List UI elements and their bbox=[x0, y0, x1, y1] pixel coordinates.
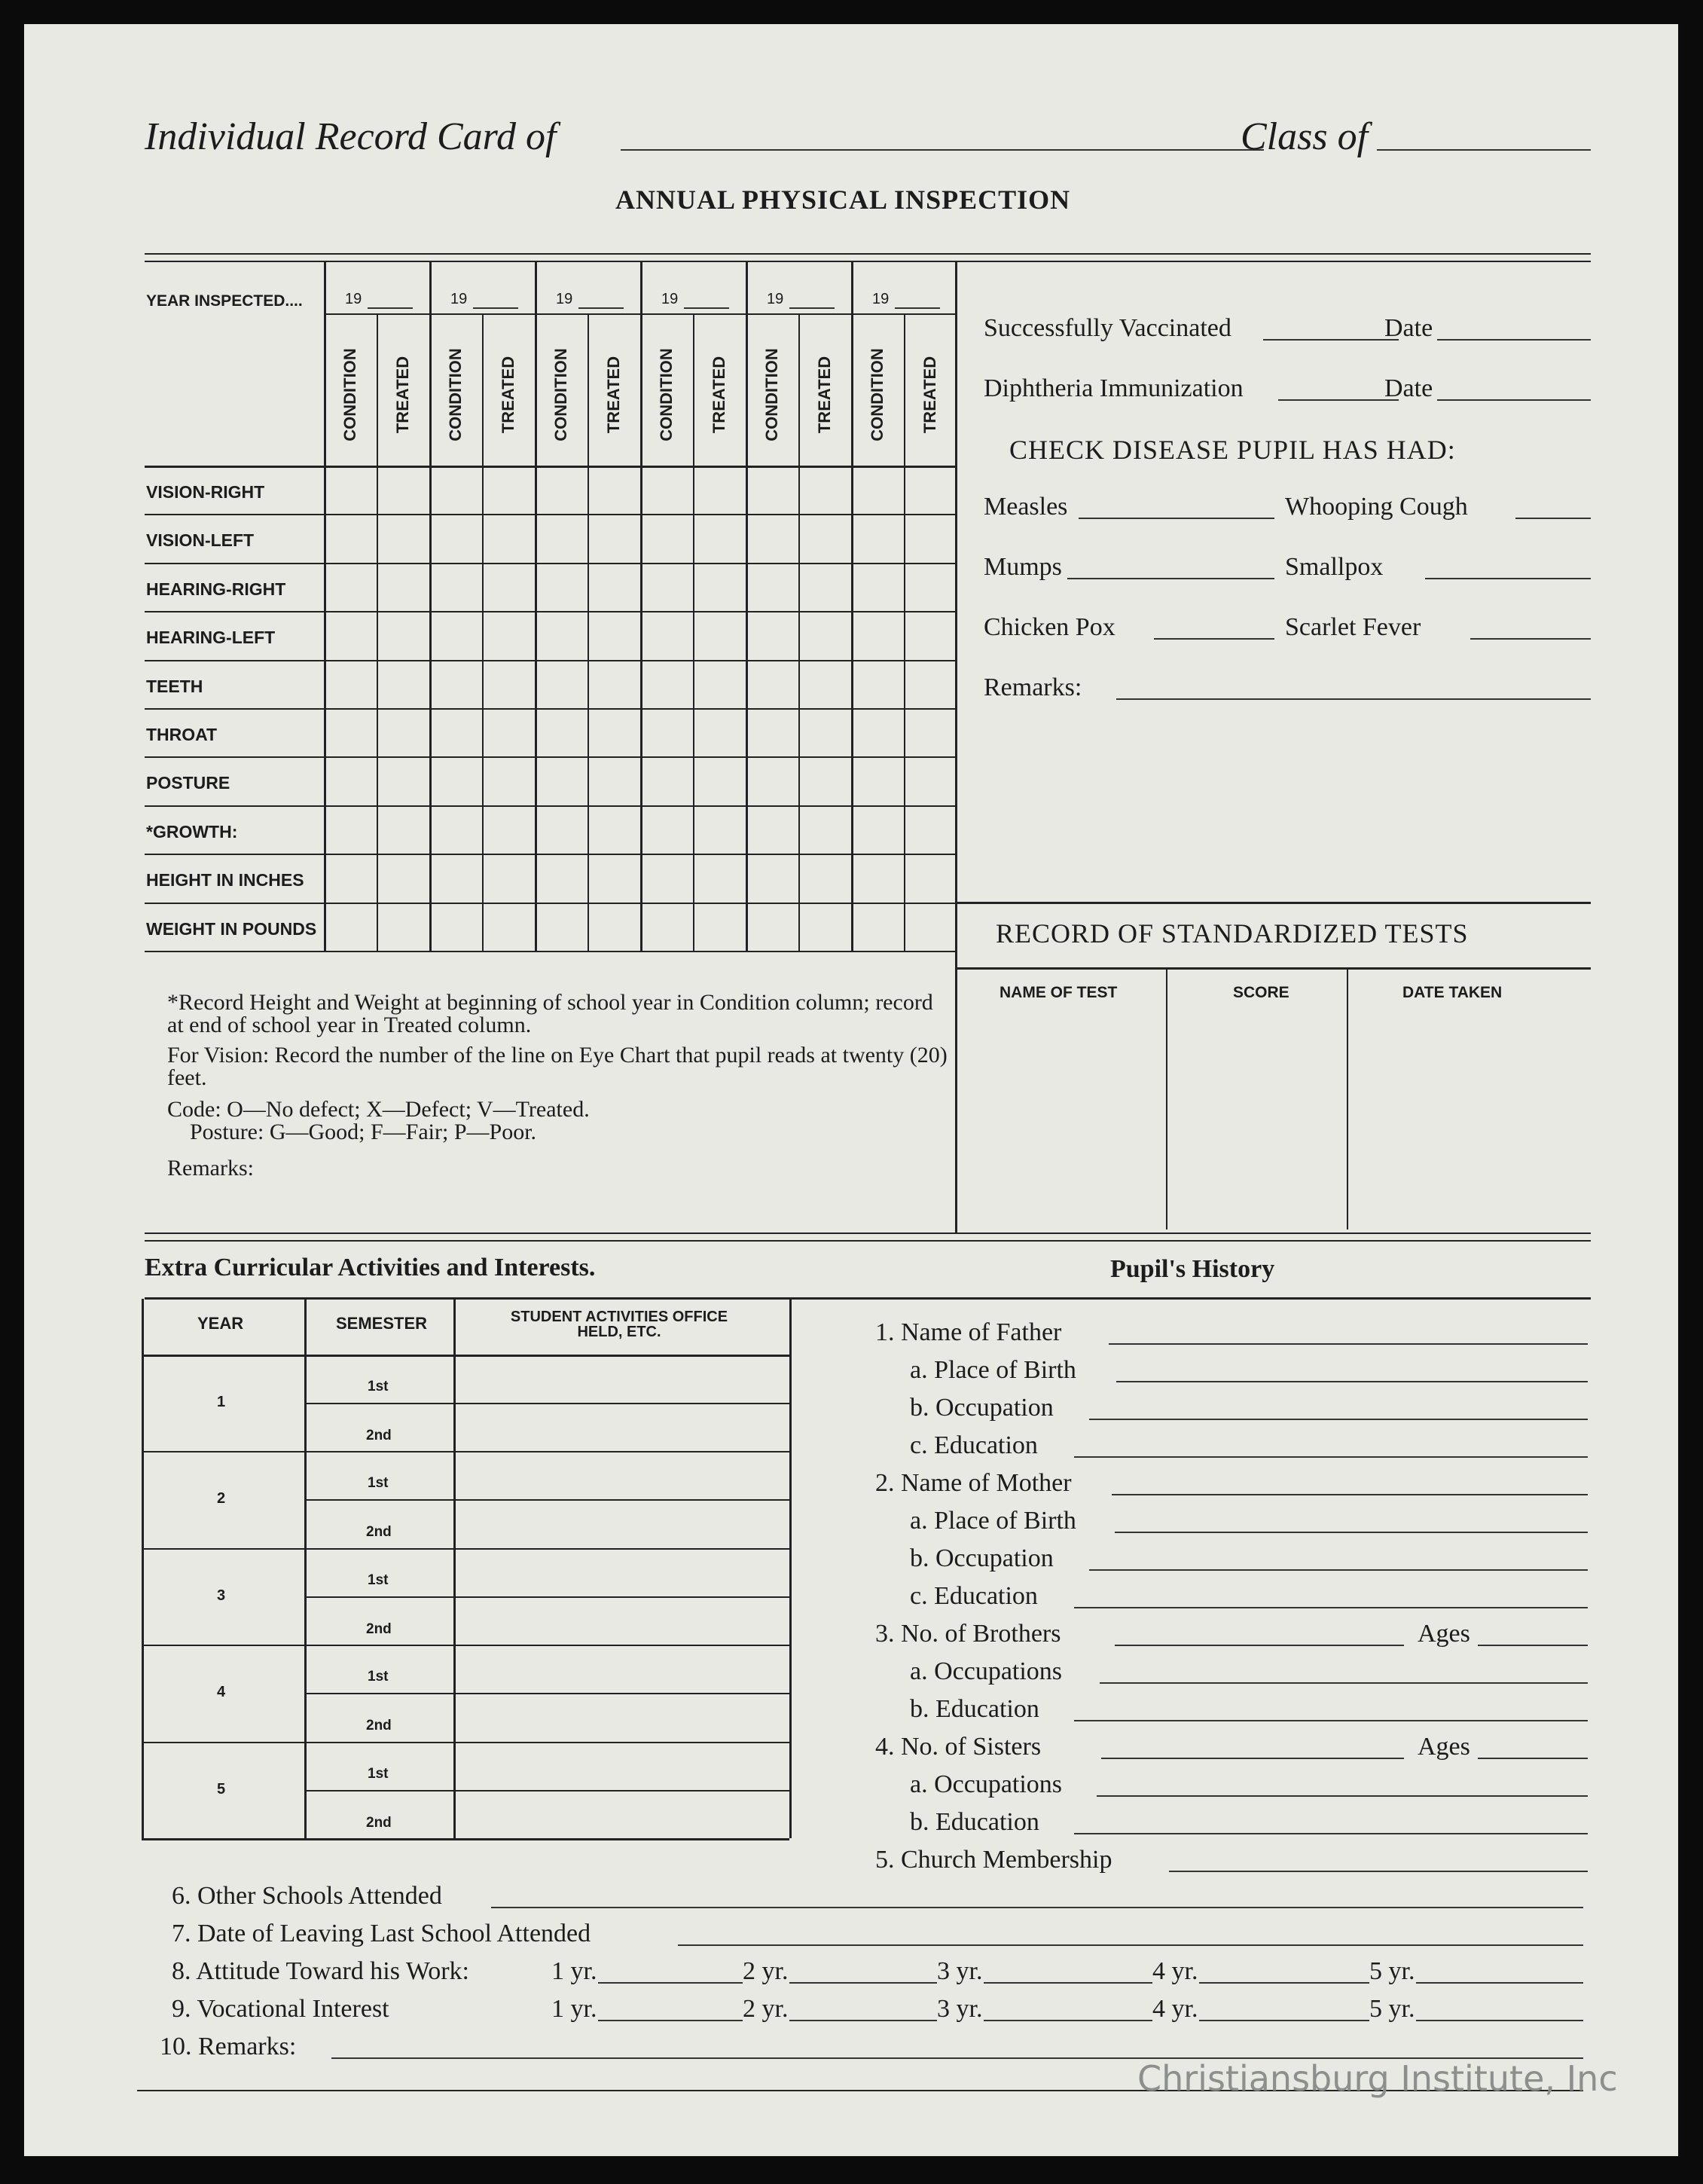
disease-line bbox=[1470, 638, 1591, 640]
grid-vline bbox=[640, 262, 642, 951]
activities-hline bbox=[304, 1790, 789, 1791]
year-2-label: 2 yr. bbox=[743, 1957, 789, 1985]
brothers-ages-label: Ages bbox=[1418, 1620, 1470, 1648]
inspection-row-label: THROAT bbox=[146, 725, 218, 744]
activity-year: 2 bbox=[217, 1490, 226, 1507]
year-line bbox=[578, 307, 624, 309]
tests-col-name: NAME OF TEST bbox=[1000, 984, 1118, 1001]
grid-vline bbox=[429, 262, 432, 951]
diphtheria-line bbox=[1278, 399, 1399, 401]
disease-smallpox-label: Smallpox bbox=[1285, 553, 1384, 581]
semester-second: 2nd bbox=[366, 1428, 392, 1443]
history-line bbox=[1115, 1645, 1404, 1646]
col-treated bbox=[810, 319, 840, 470]
inspection-row-label: HEARING-LEFT bbox=[146, 628, 276, 648]
history-line bbox=[1074, 1456, 1588, 1458]
year-line bbox=[1416, 2020, 1583, 2021]
year-prefix: 19 bbox=[661, 291, 679, 307]
vaccinated-line bbox=[1263, 339, 1399, 341]
sisters-ages-line bbox=[1478, 1758, 1588, 1759]
inspection-row-label: TEETH bbox=[146, 676, 203, 696]
history-item: b. Occupation bbox=[910, 1544, 1054, 1572]
activities-hline bbox=[142, 1838, 789, 1840]
header-rule bbox=[145, 261, 1591, 262]
year-prefix: 19 bbox=[556, 291, 573, 307]
class-year-line bbox=[1377, 149, 1591, 151]
activities-hline bbox=[142, 1451, 789, 1452]
grid-vline bbox=[746, 262, 748, 951]
year-line bbox=[895, 307, 940, 309]
activities-col-activities: STUDENT ACTIVITIES OFFICE HELD, ETC. bbox=[510, 1309, 728, 1340]
health-remarks-label: Remarks: bbox=[984, 674, 1082, 701]
year-4-label: 4 yr. bbox=[1152, 1957, 1198, 1985]
history-line bbox=[1100, 1682, 1588, 1684]
activity-year: 1 bbox=[217, 1394, 226, 1410]
col-treated bbox=[493, 319, 523, 470]
inspection-row-label: WEIGHT IN POUNDS bbox=[146, 918, 317, 939]
year-line bbox=[789, 307, 835, 309]
col-condition-label: CONDITION bbox=[657, 348, 676, 441]
inspection-row-label: POSTURE bbox=[146, 773, 230, 793]
year-line bbox=[789, 1982, 937, 1984]
semester-second: 2nd bbox=[366, 1524, 392, 1541]
year-line bbox=[984, 1982, 1152, 1984]
history-item: b. Occupation bbox=[910, 1394, 1054, 1422]
year-3-label: 3 yr. bbox=[937, 1995, 983, 2023]
watermark: Christiansburg Institute, Inc bbox=[1137, 2058, 1618, 2099]
disease-scarlet-fever-label: Scarlet Fever bbox=[1285, 613, 1421, 641]
note-growth: *Record Height and Weight at beginning of school year in Condition column; record at end of school year in Treated column. bbox=[167, 990, 933, 1037]
col-treated-label: TREATED bbox=[815, 356, 834, 434]
header-rule bbox=[145, 253, 1591, 255]
history-item: b. Education bbox=[910, 1695, 1039, 1723]
col-condition-label: CONDITION bbox=[868, 348, 887, 441]
year-prefix: 19 bbox=[767, 291, 784, 307]
activities-vline bbox=[789, 1299, 792, 1838]
section-rule bbox=[145, 1240, 1591, 1242]
disease-whooping-cough-label: Whooping Cough bbox=[1285, 493, 1468, 521]
bottom-remarks-label: 10. Remarks: bbox=[160, 2033, 297, 2060]
semester-first: 1st bbox=[368, 1669, 389, 1685]
date-leaving-line bbox=[678, 1944, 1583, 1946]
year-line bbox=[684, 307, 729, 309]
health-remarks-line bbox=[1116, 698, 1591, 700]
activity-year: 5 bbox=[217, 1780, 226, 1798]
year-line bbox=[1199, 1982, 1369, 1984]
activities-vline bbox=[304, 1299, 307, 1838]
activities-col-year: YEAR bbox=[197, 1314, 244, 1333]
year-1-label: 1 yr. bbox=[551, 1957, 597, 1985]
history-line bbox=[1101, 1758, 1404, 1759]
col-condition bbox=[546, 319, 576, 470]
class-label: Class of bbox=[1241, 115, 1369, 158]
history-item: a. Occupations bbox=[910, 1770, 1063, 1798]
disease-line bbox=[1079, 518, 1274, 519]
activities-vline bbox=[453, 1299, 456, 1838]
semester-first: 1st bbox=[368, 1765, 389, 1782]
semester-second: 2nd bbox=[366, 1620, 392, 1637]
diphtheria-date-line bbox=[1437, 399, 1591, 401]
date-leaving-label: 7. Date of Leaving Last School Attended bbox=[172, 1920, 591, 1947]
history-item: a. Place of Birth bbox=[910, 1507, 1076, 1535]
inspection-row-label: *GROWTH: bbox=[146, 821, 238, 842]
history-item: c. Education bbox=[910, 1582, 1038, 1610]
history-line bbox=[1169, 1871, 1588, 1872]
activity-year: 3 bbox=[217, 1587, 226, 1604]
col-treated bbox=[915, 319, 945, 470]
grid-hline bbox=[145, 805, 955, 807]
history-item: b. Education bbox=[910, 1808, 1039, 1836]
check-disease-heading: CHECK DISEASE PUPIL HAS HAD: bbox=[1009, 435, 1456, 465]
activities-hline bbox=[142, 1548, 789, 1550]
activities-vline bbox=[142, 1299, 144, 1838]
disease-chicken-pox-label: Chicken Pox bbox=[984, 613, 1115, 641]
activities-hline bbox=[304, 1596, 789, 1598]
history-line bbox=[1097, 1795, 1588, 1797]
section-rule bbox=[145, 1297, 1591, 1300]
col-treated-label: TREATED bbox=[920, 356, 939, 434]
card-title: Individual Record Card of bbox=[145, 115, 557, 158]
grid-hline bbox=[145, 514, 955, 515]
year-4-label: 4 yr. bbox=[1152, 1995, 1198, 2023]
history-heading: Pupil's History bbox=[1110, 1255, 1275, 1283]
tests-col-score: SCORE bbox=[1233, 984, 1289, 1001]
section-rule bbox=[145, 1233, 1591, 1234]
inspection-row-label: HEARING-RIGHT bbox=[146, 579, 286, 599]
vocational-label: 9. Vocational Interest bbox=[172, 1995, 389, 2023]
semester-first: 1st bbox=[368, 1379, 389, 1394]
tests-vline bbox=[1347, 969, 1348, 1229]
year-line bbox=[1199, 2020, 1369, 2021]
grid-vline bbox=[955, 262, 957, 1234]
disease-line bbox=[1154, 638, 1274, 640]
vaccinated-label: Successfully Vaccinated bbox=[984, 314, 1231, 342]
col-condition-label: CONDITION bbox=[762, 348, 781, 441]
inspection-row-label: HEIGHT IN INCHES bbox=[146, 870, 304, 890]
year-prefix: 19 bbox=[450, 291, 468, 307]
note-code: Code: O—No defect; X—Defect; V—Treated. bbox=[167, 1097, 590, 1122]
grid-hline bbox=[145, 660, 955, 661]
inspection-row-label: VISION-RIGHT bbox=[146, 482, 265, 502]
year-line bbox=[598, 1982, 743, 1984]
vaccinated-date-line bbox=[1437, 339, 1591, 341]
grid-hline bbox=[145, 611, 955, 612]
note-vision: For Vision: Record the number of the line on Eye Chart that pupil reads at twenty (20) feet. bbox=[167, 1043, 948, 1090]
attitude-label: 8. Attitude Toward his Work: bbox=[172, 1957, 470, 1985]
col-treated-label: TREATED bbox=[604, 356, 623, 434]
history-line bbox=[1115, 1532, 1588, 1533]
col-condition-label: CONDITION bbox=[551, 348, 570, 441]
vaccinated-date-label: Date bbox=[1384, 314, 1433, 342]
year-prefix: 19 bbox=[345, 291, 362, 307]
grid-hline bbox=[145, 563, 955, 564]
grid-vline bbox=[324, 262, 326, 951]
year-prefix: 19 bbox=[872, 291, 890, 307]
disease-measles-label: Measles bbox=[984, 493, 1068, 521]
year-line bbox=[984, 2020, 1152, 2021]
history-line bbox=[1089, 1419, 1588, 1420]
grid-vline bbox=[535, 262, 537, 951]
semester-first: 1st bbox=[368, 1572, 389, 1588]
history-line bbox=[1074, 1720, 1588, 1721]
brothers-ages-line bbox=[1478, 1645, 1588, 1646]
activities-hline bbox=[304, 1403, 789, 1404]
tests-col-date: DATE TAKEN bbox=[1402, 984, 1503, 1001]
grid-hline bbox=[145, 756, 955, 758]
sisters-ages-label: Ages bbox=[1418, 1733, 1470, 1761]
col-treated-label: TREATED bbox=[710, 356, 728, 434]
tests-rule bbox=[955, 967, 1591, 970]
activities-hline bbox=[304, 1693, 789, 1694]
tests-vline bbox=[1166, 969, 1167, 1229]
tests-rule bbox=[955, 902, 1591, 904]
year-5-label: 5 yr. bbox=[1369, 1957, 1415, 1985]
disease-line bbox=[1425, 578, 1591, 579]
grid-hline bbox=[145, 903, 955, 904]
col-treated bbox=[388, 319, 418, 470]
year-1-label: 1 yr. bbox=[551, 1995, 597, 2023]
grid-hline bbox=[324, 313, 955, 315]
col-condition bbox=[335, 319, 365, 470]
col-treated bbox=[599, 319, 629, 470]
year-inspected-label: YEAR INSPECTED.... bbox=[146, 292, 303, 310]
history-item: 5. Church Membership bbox=[875, 1846, 1112, 1874]
activity-year: 4 bbox=[217, 1684, 226, 1701]
history-item: 3. No. of Brothers bbox=[875, 1620, 1061, 1648]
year-5-label: 5 yr. bbox=[1369, 1995, 1415, 2023]
year-line bbox=[368, 307, 413, 309]
col-condition bbox=[757, 319, 787, 470]
col-treated-label: TREATED bbox=[499, 356, 517, 434]
year-2-label: 2 yr. bbox=[743, 1995, 789, 2023]
semester-second: 2nd bbox=[366, 1718, 392, 1734]
semester-first: 1st bbox=[368, 1475, 389, 1492]
disease-line bbox=[1067, 578, 1274, 579]
grid-hline bbox=[145, 708, 955, 710]
history-line bbox=[1116, 1381, 1588, 1382]
year-line bbox=[1416, 1982, 1583, 1984]
grid-hline bbox=[145, 466, 955, 468]
history-item: c. Education bbox=[910, 1431, 1038, 1459]
other-schools-label: 6. Other Schools Attended bbox=[172, 1882, 442, 1910]
activities-hline bbox=[142, 1742, 789, 1743]
semester-second: 2nd bbox=[366, 1814, 392, 1831]
col-treated bbox=[704, 319, 734, 470]
history-item: 2. Name of Mother bbox=[875, 1469, 1072, 1497]
diphtheria-date-label: Date bbox=[1384, 374, 1433, 402]
col-condition bbox=[441, 319, 471, 470]
grid-hline bbox=[145, 854, 955, 855]
history-line bbox=[1074, 1833, 1588, 1834]
history-line bbox=[1109, 1343, 1588, 1345]
activities-hline bbox=[304, 1499, 789, 1501]
disease-mumps-label: Mumps bbox=[984, 553, 1062, 581]
activities-hline bbox=[142, 1645, 789, 1646]
inspection-remarks: Remarks: bbox=[167, 1156, 254, 1181]
activities-col-semester: SEMESTER bbox=[336, 1314, 428, 1333]
col-condition-label: CONDITION bbox=[446, 348, 465, 441]
year-line bbox=[789, 2020, 937, 2021]
tests-heading: RECORD OF STANDARDIZED TESTS bbox=[996, 918, 1469, 948]
section-title: ANNUAL PHYSICAL INSPECTION bbox=[615, 185, 1071, 215]
year-3-label: 3 yr. bbox=[937, 1957, 983, 1985]
activities-heading: Extra Curricular Activities and Interests. bbox=[145, 1254, 596, 1281]
year-line bbox=[598, 2020, 743, 2021]
col-condition bbox=[862, 319, 893, 470]
col-condition bbox=[652, 319, 682, 470]
history-item: 4. No. of Sisters bbox=[875, 1733, 1042, 1761]
grid-hline bbox=[145, 951, 955, 952]
history-item: 1. Name of Father bbox=[875, 1318, 1062, 1346]
year-line bbox=[473, 307, 518, 309]
history-line bbox=[1112, 1494, 1588, 1495]
inspection-row-label: VISION-LEFT bbox=[146, 530, 255, 551]
history-line bbox=[1089, 1569, 1588, 1571]
col-condition-label: CONDITION bbox=[340, 348, 359, 441]
diphtheria-label: Diphtheria Immunization bbox=[984, 374, 1244, 402]
other-schools-line bbox=[491, 1907, 1583, 1908]
history-item: a. Place of Birth bbox=[910, 1356, 1076, 1384]
col-treated-label: TREATED bbox=[393, 356, 412, 434]
record-card bbox=[24, 24, 1678, 2156]
history-item: a. Occupations bbox=[910, 1657, 1063, 1685]
student-name-line bbox=[621, 149, 1264, 151]
disease-line bbox=[1515, 518, 1591, 519]
activities-hline bbox=[142, 1355, 789, 1357]
history-line bbox=[1074, 1607, 1588, 1608]
note-posture: Posture: G—Good; F—Fair; P—Poor. bbox=[190, 1119, 537, 1144]
grid-vline bbox=[851, 262, 853, 951]
